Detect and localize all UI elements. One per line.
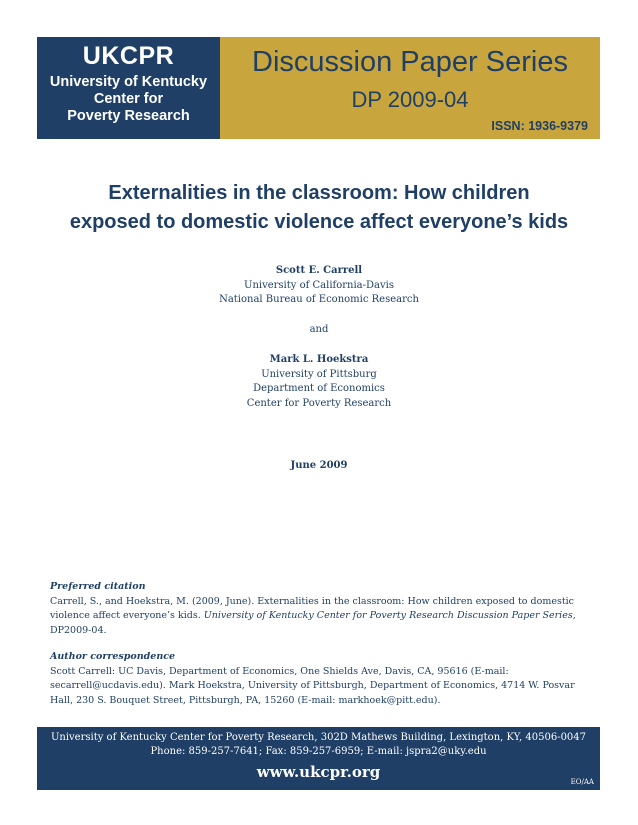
citation-number: DP2009-04. [50,624,107,636]
author-1-affiliation-1: University of California-Davis [244,279,394,291]
paper-title-line-1: Externalities in the classroom: How children [108,182,530,204]
series-title: Discussion Paper Series [252,46,568,78]
header-series-panel [220,37,600,139]
citation-block [50,580,590,708]
paper-title [0,179,638,237]
citation-series-name: University of Kentucky Center for Poverty Research Discussion Paper Series, [203,610,576,621]
author-2-name: Mark L. Hoekstra [269,354,369,365]
brand-name: UKCPR [82,42,175,70]
discussion-paper-number: DP 2009-04 [351,87,469,112]
author-2-affiliation-3: Center for Poverty Research [246,397,392,409]
footer-address: University of Kentucky Center for Poverty Research, 302D Mathews Building, Lexington, KY, 40506-0047 [50,732,587,743]
preferred-citation-heading: Preferred citation [50,581,146,592]
publication-date: June 2009 [290,460,348,471]
author-correspondence-heading: Author correspondence [50,651,176,662]
footer-website-link[interactable]: www.ukcpr.org [256,763,381,781]
paper-title-line-2: exposed to domestic violence affect everyone’s kids [69,211,569,233]
organization-name [37,74,220,125]
author-2-affiliation-2: Department of Economics [253,383,385,394]
citation-text: Carrell, S., and Hoekstra, M. (2009, June). Externalities in the classroom: How children exposed to domestic violence affect everyone’s kids. [50,595,575,621]
author-conjunction: and [309,323,329,335]
footer-contact: Phone: 859-257-7641; Fax: 859-257-6959; E-mail: jspra2@uky.edu [150,746,487,757]
eoaa-label: EO/AA [570,778,594,786]
authors-block [0,264,638,411]
footer [37,727,600,790]
issn: ISSN: 1936-9379 [491,119,588,133]
org-line-1: University of Kentucky [49,74,208,90]
header-brand-panel [37,37,220,139]
org-line-3: Poverty Research [67,108,190,124]
preferred-citation-text [50,595,590,639]
author-correspondence-text: Scott Carrell: UC Davis, Department of Economics, One Shields Ave, Davis, CA, 95616 (E-mail: secarrell@ucdavis.edu). Mark Hoekstra, University of Pittsburgh, Department of Economics, 4714 W. Posvar Hall, 230 S. Bouquet Street, Pittsburgh, PA, 15260 (E-mail: markhoek@pitt.edu). [50,665,575,706]
org-line-2: Center for [93,91,164,107]
author-1-affiliation-2: National Bureau of Economic Research [219,294,419,305]
author-1-name: Scott E. Carrell [275,265,363,276]
author-2-affiliation-1: University of Pittsburg [261,368,377,380]
